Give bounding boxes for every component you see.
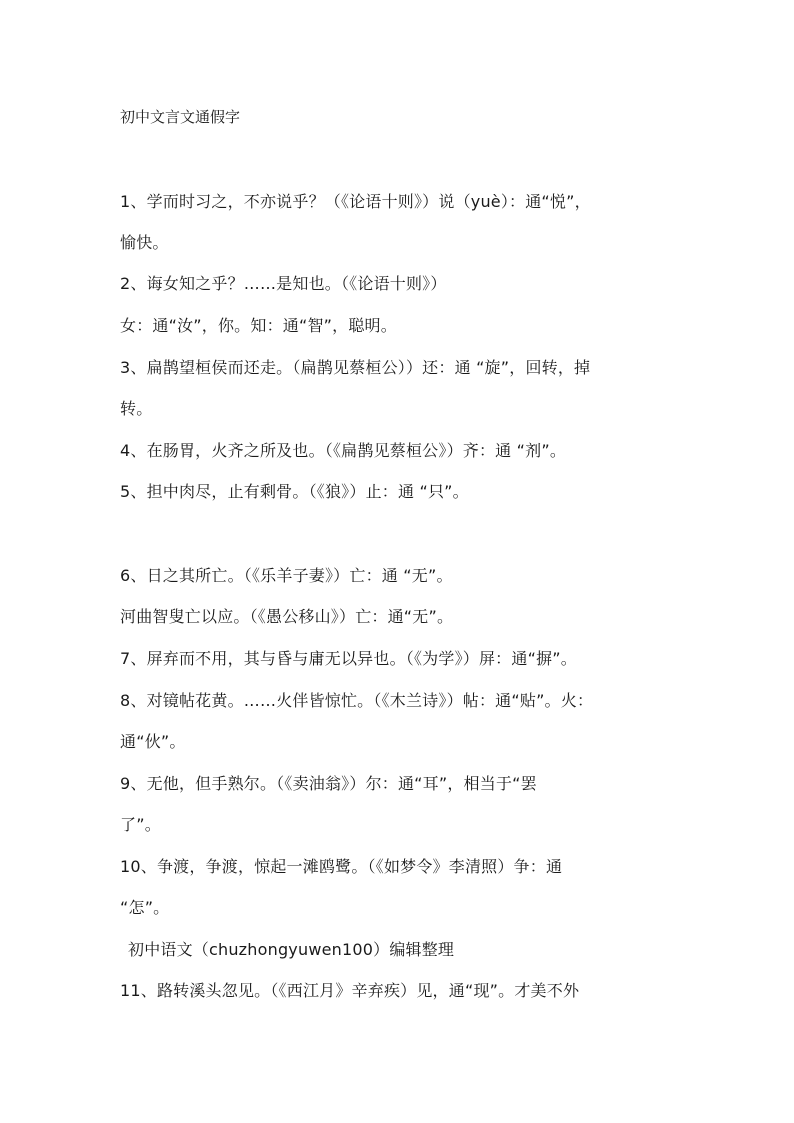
text-line-8: 5、担中肉尽，止有剩骨。（《狼》）止：通 “只”。 bbox=[120, 482, 469, 501]
text-line-14: 9、无他，但手熟尔。（《卖油翁》）尔：通“耳”，相当于“罢 bbox=[120, 774, 537, 793]
text-line-4: 女：通“汝”，你。知：通“智”，聪明。 bbox=[120, 316, 397, 335]
text-line-3: 2、诲女知之乎？……是知也。（《论语十则》） bbox=[120, 274, 447, 293]
text-line-12: 8、对镜帖花黄。……火伴皆惊忙。（《木兰诗》）帖：通“贴”。火： bbox=[120, 691, 594, 710]
text-line-13: 通“伙”。 bbox=[120, 732, 186, 751]
text-line-15: 了”。 bbox=[120, 815, 161, 834]
text-line-11: 7、屏弃而不用，其与昏与庸无以异也。（《为学》）屏：通“摒”。 bbox=[120, 649, 577, 668]
text-line-18: 初中语文（chuzhongyuwen100）编辑整理 bbox=[128, 940, 455, 959]
text-line-1: 1、学而时习之，不亦说乎？（《论语十则》）说（yuè）：通“悦”， bbox=[120, 192, 591, 211]
text-line-2: 愉快。 bbox=[120, 233, 169, 252]
text-line-9: 6、日之其所亡。（《乐羊子妻》）亡：通 “无”。 bbox=[120, 566, 453, 585]
text-line-16: 10、争渡，争渡，惊起一滩鸥鹭。（《如梦令》李清照）争：通 bbox=[120, 857, 563, 876]
text-line-17: “怎”。 bbox=[120, 898, 170, 917]
text-line-7: 4、在肠胃，火齐之所及也。（《扁鹊见蔡桓公》）齐：通 “剂”。 bbox=[120, 441, 567, 460]
text-line-19: 11、路转溪头忽见。（《西江月》辛弃疾）见，通“现”。才美不外 bbox=[120, 981, 580, 1000]
text-line-5: 3、扁鹊望桓侯而还走。（扁鹊见蔡桓公））还：通 “旋”，回转，掉 bbox=[120, 358, 591, 377]
text-line-6: 转。 bbox=[120, 399, 153, 418]
text-line-10: 河曲智叟亡以应。（《愚公移山》）亡：通“无”。 bbox=[120, 607, 454, 626]
document-title: 初中文言文通假字 bbox=[120, 108, 241, 126]
